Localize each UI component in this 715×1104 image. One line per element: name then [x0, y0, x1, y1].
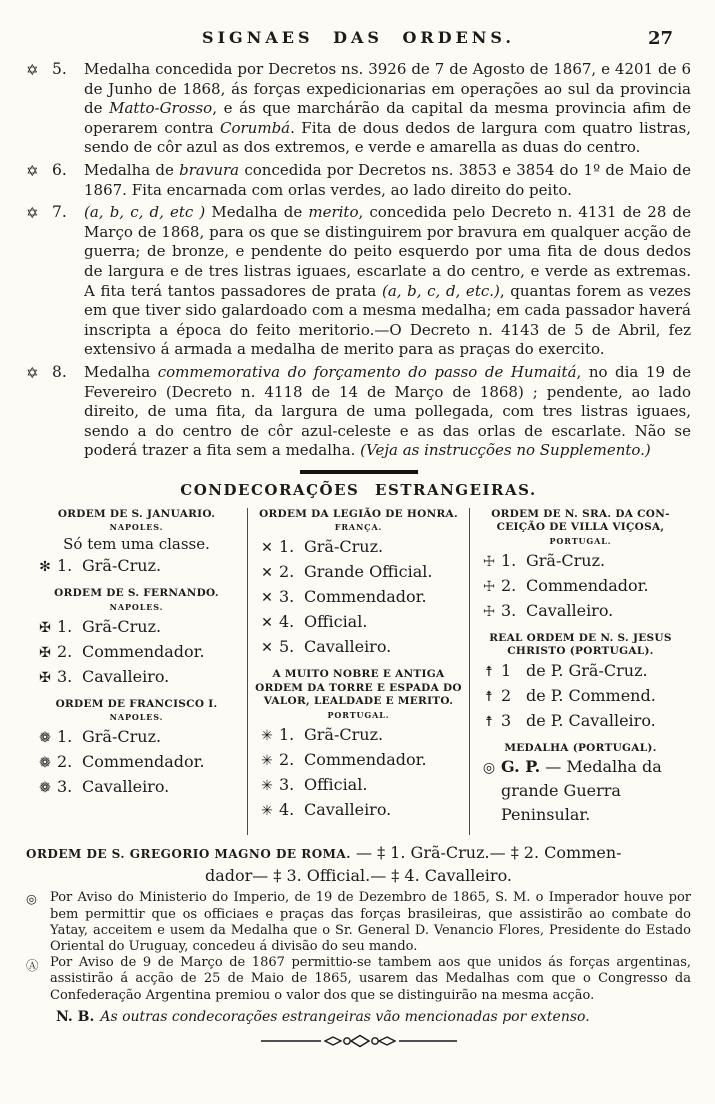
order-grade-entry — [33, 775, 240, 800]
order-grade-entry — [477, 684, 684, 709]
order-heading: ORDEM DA LEGIÃO DE HONRA. — [259, 507, 458, 520]
order-heading: ORDEM DE S. FERNANDO. — [54, 587, 219, 600]
order-block — [477, 508, 684, 624]
text-run: Commendador. — [82, 641, 205, 661]
order-grade-entry — [33, 725, 240, 750]
teardrop-asterisk-icon: ✻ — [39, 559, 51, 576]
page-header — [26, 28, 691, 52]
rosette-icon: ❁ — [39, 755, 51, 772]
grade-number: 1. — [57, 727, 73, 747]
text-run: , no dia 19 de Fevereiro (Decreto n. 4118 de 14 de Março de 1868) ; pendente, ao lado direito, de uma fita, da largura de uma pollegada, com tres listras iguaes, sendo a do centro de côr azul-celeste e as das orlas de escarlate. Não se poderá trazer a fita sem a medalha. — [84, 362, 691, 460]
text-run: Grã-Cruz. — [82, 556, 162, 576]
order-grade-entry — [477, 709, 684, 734]
maltese-cross-icon: ✠ — [39, 619, 51, 636]
order-heading: ORDEM DE N. SRA. DA CON- — [491, 507, 670, 520]
grade-label — [304, 635, 462, 659]
grade-number: 2. — [279, 749, 295, 769]
item-text — [84, 203, 691, 360]
order-block — [255, 508, 462, 661]
grade-label — [82, 640, 240, 664]
text-run: Cavalleiro. — [304, 637, 392, 657]
orders-column-1 — [26, 508, 247, 836]
grade-label — [82, 725, 240, 749]
cross-of-lorraine-icon: ☨ — [485, 688, 493, 705]
grade-number: 2. — [501, 575, 517, 595]
order-note: Só tem uma classe. — [63, 535, 210, 554]
footnotes — [26, 890, 691, 1003]
order-grade-entry — [255, 585, 462, 610]
order-grade-entry — [255, 560, 462, 585]
order-block — [477, 632, 684, 734]
gregorio-line-2 — [26, 865, 691, 886]
grade-label — [304, 610, 462, 634]
text-run: Grã-Cruz. — [82, 616, 162, 636]
grade-number: 3 — [501, 710, 512, 730]
text-run: Medalha concedida por Decretos ns. 3926 de 7 de Agosto de 1867, e 4201 de 6 de Junho de 1868, ás forças expedicionarias em operações ao sul da provincia de — [84, 60, 691, 118]
section-divider-rule — [300, 470, 418, 474]
text-run: Medalha — [84, 362, 158, 381]
text-run: de P. Commend. — [526, 685, 656, 705]
order-country: PORTUGAL. — [549, 535, 612, 546]
six-spoked-star-icon: ✳ — [261, 777, 273, 794]
text-run: commemorativa do forçamento do passo de Humaitá — [157, 362, 577, 381]
grade-number: 2. — [57, 641, 73, 661]
grade-number: 1. — [57, 616, 73, 636]
order-grade-entry — [255, 798, 462, 823]
ornament-graphic — [259, 1033, 459, 1049]
grade-number: 1 — [501, 660, 512, 680]
text-run: Cavalleiro. — [304, 799, 392, 819]
text-run: Cavalleiro. — [82, 777, 170, 797]
star-of-david-icon: ✡ — [26, 161, 39, 180]
item-text — [84, 60, 691, 158]
grade-label — [304, 748, 462, 772]
grade-number: 1. — [279, 537, 295, 557]
grade-label — [304, 723, 462, 747]
gregorio-line-1 — [26, 842, 691, 865]
double-circle-icon: ◎ — [482, 760, 496, 777]
order-grade-entry — [33, 554, 240, 579]
grade-label — [526, 684, 684, 708]
text-run: Grande Official. — [304, 562, 433, 582]
order-country: NAPOLES. — [109, 712, 164, 723]
text-run: dador— ‡ 3. Official.— ‡ 4. Cavalleiro. — [204, 866, 513, 886]
order-heading: ORDEM DE S. JANUARIO. — [57, 507, 216, 520]
text-run: Grã-Cruz. — [526, 550, 606, 570]
order-block — [33, 587, 240, 690]
grade-number: 2. — [279, 562, 295, 582]
star-of-david-icon: ✡ — [26, 204, 39, 223]
grade-label — [82, 554, 240, 578]
order-block — [33, 698, 240, 801]
order-heading: MEDALHA (PORTUGAL). — [504, 741, 657, 754]
medal-item-6 — [26, 161, 691, 200]
nb-text: As outras condecorações estrangeiras vão mencionadas por extenso. — [100, 1008, 590, 1025]
grade-number: 3. — [57, 777, 73, 797]
six-spoked-star-icon: ✳ — [261, 727, 273, 744]
item-number: 5. — [52, 60, 67, 78]
grade-label — [304, 798, 462, 822]
medal-item-8 — [26, 363, 691, 461]
order-grade-entry — [255, 535, 462, 560]
nb-label: N. B. — [56, 1008, 95, 1025]
grade-label — [304, 585, 462, 609]
maltese-cross-icon: ✠ — [39, 669, 51, 686]
page-number: 27 — [647, 28, 673, 49]
text-run: Grã-Cruz. — [304, 724, 384, 744]
order-grade-entry — [477, 755, 684, 827]
order-country: PORTUGAL. — [327, 709, 390, 720]
medal-item-7 — [26, 203, 691, 360]
circled-a-icon: Ⓐ — [26, 958, 39, 974]
page-title: SIGNAES DAS ORDENS. — [202, 28, 515, 47]
text-run: ORDEM DE S. GREGORIO MAGNO DE ROMA. — [26, 847, 351, 862]
text-run: Commendador. — [304, 749, 427, 769]
saltire-cross-icon: ✕ — [261, 590, 273, 607]
six-spoked-star-icon: ✳ — [261, 752, 273, 769]
item-number: 8. — [52, 362, 67, 381]
order-grade-entry — [255, 723, 462, 748]
text-run: Official. — [304, 774, 368, 794]
grade-label — [526, 659, 684, 683]
grade-number: 5. — [279, 637, 295, 657]
order-grade-entry — [477, 599, 684, 624]
grade-number: 3. — [501, 600, 517, 620]
text-run: Corumbá — [220, 118, 291, 137]
cross-of-lorraine-icon: ☨ — [485, 663, 493, 680]
text-run: Official. — [304, 612, 368, 632]
grade-number: 4. — [279, 612, 295, 632]
medal-items-list — [26, 60, 691, 461]
item-number: 6. — [52, 160, 67, 179]
grade-label — [82, 615, 240, 639]
saltire-cross-icon: ✕ — [261, 615, 273, 632]
order-grade-entry — [477, 659, 684, 684]
order-country: NAPOLES. — [109, 601, 164, 612]
order-block — [255, 668, 462, 823]
text-run: — ‡ 1. Grã-Cruz.— ‡ 2. Commen- — [350, 843, 622, 863]
orders-columns — [26, 508, 691, 836]
order-grade-entry — [255, 635, 462, 660]
orders-column-3 — [469, 508, 691, 836]
text-run: — Medalha da grande Guerra Peninsular. — [501, 757, 662, 825]
text-run: Grã-Cruz. — [82, 727, 162, 747]
grade-label — [304, 535, 462, 559]
order-heading: CHRISTO (PORTUGAL). — [507, 645, 654, 658]
star-of-david-icon: ✡ — [26, 363, 39, 382]
order-grade-entry — [255, 773, 462, 798]
text-run: Commendador. — [82, 752, 205, 772]
text-run: Cavalleiro. — [82, 666, 170, 686]
text-run: merito — [308, 203, 359, 222]
grade-label — [82, 750, 240, 774]
text-run: Commendador. — [526, 575, 649, 595]
order-grade-entry — [255, 748, 462, 773]
grade-number: 1. — [279, 724, 295, 744]
item-text — [84, 161, 691, 200]
section-title: CONDECORAÇÕES ESTRANGEIRAS. — [180, 480, 537, 499]
text-run: (a, b, c, d, etc ) — [84, 203, 206, 222]
rosette-icon: ❁ — [39, 780, 51, 797]
order-grade-entry — [255, 610, 462, 635]
double-circle-icon: ◎ — [26, 891, 37, 907]
order-heading: ORDEM DE FRANCISCO I. — [55, 697, 218, 710]
item-number: 7. — [52, 203, 67, 222]
saltire-cross-icon: ✕ — [261, 640, 273, 657]
text-run: de P. Grã-Cruz. — [526, 660, 648, 680]
order-grade-entry — [33, 750, 240, 775]
text-run: . Fita de dous dedos de largura com quatro listras, sendo de côr azul as dos extremos, e verde e amarella as duas do centro. — [84, 118, 691, 157]
grade-label — [501, 755, 684, 827]
nota-bene — [56, 1009, 691, 1025]
six-spoked-star-icon: ✳ — [261, 802, 273, 819]
order-grade-entry — [33, 615, 240, 640]
order-country: FRANÇA. — [334, 522, 383, 533]
medal-item-5 — [26, 60, 691, 158]
text-run: Matto-Grosso — [109, 99, 213, 118]
budded-cross-icon: ☩ — [482, 553, 496, 570]
order-country: NAPOLES. — [109, 522, 164, 533]
item-text — [84, 363, 691, 461]
saltire-cross-icon: ✕ — [261, 565, 273, 582]
saltire-cross-icon: ✕ — [261, 540, 273, 557]
order-heading: REAL ORDEM DE N. S. JESUS — [489, 631, 672, 644]
order-block — [33, 508, 240, 580]
grade-number: 1. — [501, 550, 517, 570]
order-heading: VALOR, LEALDADE E MERITO. — [263, 695, 454, 708]
text-run: bravura — [179, 160, 240, 179]
grade-label — [304, 560, 462, 584]
grade-label — [526, 709, 684, 733]
text-run: (Veja as instrucções no Supplemento.) — [360, 441, 651, 460]
text-run: de P. Cavalleiro. — [526, 710, 656, 730]
budded-cross-icon: ☩ — [482, 603, 496, 620]
order-heading: CEIÇÃO DE VILLA VIÇOSA, — [496, 521, 665, 534]
footnote-text: Por Aviso de 9 de Março de 1867 permittio-se tambem aos que unidos ás forças argentinas, assistirão á acção de 25 de Maio de 1865, usarem das Medalhas com que o Congresso da Confederação Argentina premiou o valor dos que se distinguirão na mesma acção. — [50, 955, 691, 1003]
grade-number: 3. — [57, 666, 73, 686]
text-run: Medalha de — [205, 203, 309, 222]
text-run: Cavalleiro. — [526, 600, 614, 620]
orders-column-2 — [247, 508, 469, 836]
grade-label — [82, 665, 240, 689]
grade-label — [526, 574, 684, 598]
grade-label — [526, 549, 684, 573]
grade-number: 4. — [279, 799, 295, 819]
divider-ornament — [26, 1033, 691, 1053]
order-grade-entry — [477, 574, 684, 599]
text-run: (a, b, c, d, etc.) — [381, 281, 500, 300]
footnote-text: Por Aviso do Ministerio do Imperio, de 19 de Dezembro de 1865, S. M. o Imperador houve por bem permittir que os officiaes e praças das forças brasileiras, que assistirão ao combate do Yatay, acceitem e usem da Medalha que o Sr. General D. Venancio Flores, Presidente do Estado Oriental do Uruguay, concedeu á divisão do seu mando. — [50, 890, 691, 954]
text-run: G. P. — [501, 757, 541, 777]
maltese-cross-icon: ✠ — [39, 644, 51, 661]
text-run: Grã-Cruz. — [304, 537, 384, 557]
cross-of-lorraine-icon: ☨ — [485, 713, 493, 730]
footnote-2 — [26, 955, 691, 1004]
order-grade-entry — [33, 640, 240, 665]
text-run: , quantas forem as vezes em que tiver sido galardoado com a mesma medalha; em cada passador haverá inscripta a época do feito meritorio.—O Decreto n. 4143 de 5 de Abril, fez extensivo á armada a medalha de merito para as praças do exercito. — [84, 281, 691, 359]
grade-number: 2. — [57, 752, 73, 772]
grade-label — [82, 775, 240, 799]
grade-number: 2 — [501, 685, 512, 705]
order-grade-entry — [33, 665, 240, 690]
grade-label — [526, 599, 684, 623]
order-heading: ORDEM DA TORRE E ESPADA DO — [255, 681, 462, 694]
gregorio-order-paragraph — [26, 842, 691, 886]
rosette-icon: ❁ — [39, 730, 51, 747]
grade-number: 3. — [279, 587, 295, 607]
grade-label — [304, 773, 462, 797]
text-run: , e ás que marchárão da capital da mesma provincia afim de operarem contra — [84, 99, 692, 137]
budded-cross-icon: ☩ — [482, 578, 496, 595]
grade-number: 1. — [57, 556, 73, 576]
text-run: Commendador. — [304, 587, 427, 607]
text-run: concedida por Decretos ns. 3853 e 3854 do 1º de Maio de 1867. Fita encarnada com orlas verdes, ao lado direito do peito. — [84, 160, 691, 199]
order-block — [477, 742, 684, 828]
order-grade-entry — [477, 549, 684, 574]
order-heading: A MUITO NOBRE E ANTIGA — [272, 668, 445, 681]
grade-number: 3. — [279, 774, 295, 794]
text-run: , concedida pelo Decreto n. 4131 de 28 de Março de 1868, para os que se distinguirem por bravura em qualquer acção de guerra; de bronze, e pendente do peito esquerdo por uma fita de dous dedos de largura e de tres listras iguaes, escarlate a do centro, e verde as extremas. A fita terá tantos passadores de prata — [84, 203, 691, 300]
text-run: Medalha de — [84, 160, 180, 179]
footnote-1 — [26, 890, 691, 955]
star-of-david-icon: ✡ — [26, 61, 39, 79]
